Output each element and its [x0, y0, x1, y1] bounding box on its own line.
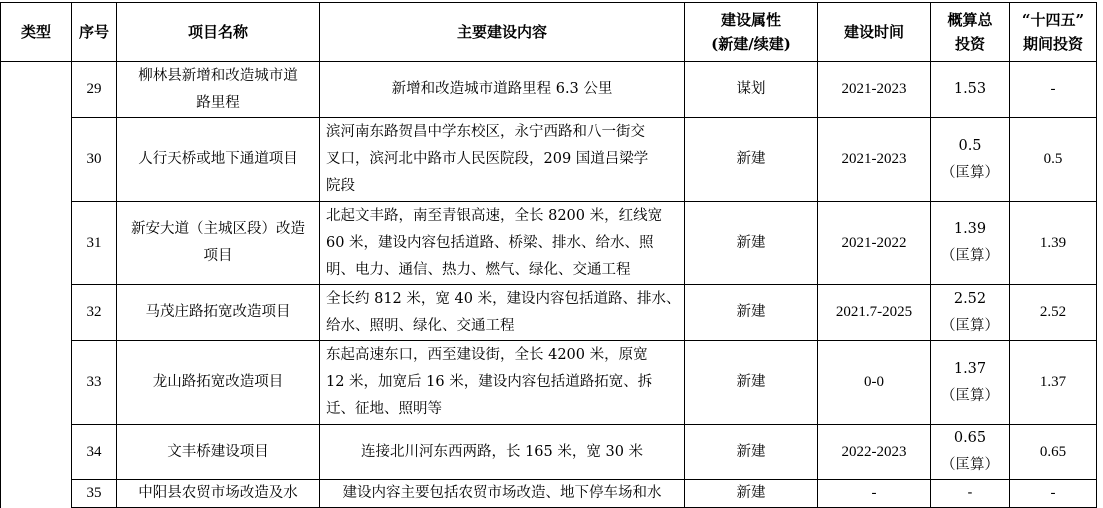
- content-cell: [320, 202, 685, 285]
- type-cell: [1, 62, 72, 508]
- project-name-line: 龙山路拓宽改造项目: [152, 374, 284, 390]
- time-cell: 2021-2023: [818, 62, 931, 118]
- content-cell: [320, 480, 685, 508]
- time-cell: 0-0: [818, 341, 931, 425]
- header-attr-line2: (新建/续建): [711, 35, 791, 53]
- content-line: 建设内容主要包括农贸市场改造、地下停车场和水: [342, 485, 662, 501]
- project-name-line: 新安大道（主城区段）改造: [131, 221, 305, 237]
- content-line: 全长约 812 米，宽 40 米，建设内容包括道路、排水、: [326, 290, 681, 307]
- header-row: [1, 3, 1097, 62]
- attr-cell: 新建: [685, 341, 818, 425]
- total-investment-note: （匡算）: [941, 248, 999, 264]
- content-cell: [320, 285, 685, 341]
- content-line: 院段: [326, 178, 355, 194]
- attr-cell: 谋划: [685, 62, 818, 118]
- content-cell: [320, 62, 685, 118]
- attr-cell: 新建: [685, 285, 818, 341]
- table-row: [1, 480, 1097, 508]
- time-cell: 2022-2023: [818, 425, 931, 480]
- seq-cell: 29: [72, 62, 117, 118]
- total-investment-note: （匡算）: [941, 387, 999, 404]
- project-name-line: 文丰桥建设项目: [167, 443, 269, 460]
- content-line: 60 米，建设内容包括道路、桥梁、排水、给水、照: [326, 234, 654, 251]
- total-investment-value: 2.52: [953, 290, 987, 307]
- content-line: 滨河南东路贺昌中学东校区，永宁西路和八一街交: [326, 124, 645, 140]
- time-cell: 2021.7-2025: [818, 285, 931, 341]
- table-row: [1, 341, 1097, 425]
- content-line: 北起文丰路，南至青银高速，全长 8200 米，红线宽: [326, 207, 663, 224]
- attr-cell: 新建: [685, 480, 818, 508]
- total-investment-value: 0.65: [953, 430, 987, 446]
- total-investment-note: （匡算）: [941, 164, 999, 181]
- total-investment-note: （匡算）: [941, 457, 999, 473]
- total-investment-cell: [931, 118, 1010, 202]
- content-line: 12 米，加宽后 16 米，建设内容包括道路拓宽、拆: [326, 374, 653, 390]
- total-investment-cell: [931, 62, 1010, 118]
- table-row: [1, 425, 1097, 480]
- header-time: 建设时间: [818, 3, 931, 62]
- project-name-cell: [117, 285, 320, 341]
- plan-investment-cell: 0.5: [1010, 118, 1097, 202]
- project-name-cell: [117, 480, 320, 508]
- content-line: 迁、征地、照明等: [326, 401, 442, 417]
- header-total-line2: 投资: [954, 35, 985, 53]
- plan-investment-cell: 2.52: [1010, 285, 1097, 341]
- attr-cell: 新建: [685, 202, 818, 285]
- header-plan-line2: 期间投资: [1022, 35, 1083, 53]
- total-investment-cell: [931, 285, 1010, 341]
- total-investment-cell: [931, 480, 1010, 508]
- plan-investment-cell: 0.65: [1010, 425, 1097, 480]
- table-body: [1, 62, 1097, 508]
- total-investment-value: 0.5: [958, 137, 982, 154]
- attr-cell: 新建: [685, 118, 818, 202]
- table-row: [1, 62, 1097, 118]
- table-row: [1, 202, 1097, 285]
- plan-investment-cell: -: [1010, 480, 1097, 508]
- plan-investment-cell: 1.39: [1010, 202, 1097, 285]
- total-investment-value: -: [967, 485, 973, 501]
- project-name-line: 项目: [203, 248, 233, 264]
- header-total-line1: 概算总: [947, 11, 993, 29]
- header-name: 项目名称: [117, 3, 320, 62]
- content-cell: [320, 118, 685, 202]
- header-attr-line1: 建设属性: [720, 11, 781, 29]
- plan-investment-cell: 1.37: [1010, 341, 1097, 425]
- time-cell: 2021-2023: [818, 118, 931, 202]
- content-line: 叉口，滨河北中路市人民医院段，209 国道吕梁学: [326, 151, 649, 167]
- header-plan: [1010, 3, 1097, 62]
- total-investment-cell: [931, 202, 1010, 285]
- total-investment-note: （匡算）: [941, 317, 999, 334]
- seq-cell: 30: [72, 118, 117, 202]
- project-name-cell: [117, 62, 320, 118]
- content-line: 连接北川河东西两路，长 165 米，宽 30 米: [360, 443, 644, 460]
- header-total: [931, 3, 1010, 62]
- total-investment-value: 1.37: [953, 360, 987, 377]
- header-attr: [685, 3, 818, 62]
- header-seq: 序号: [72, 3, 117, 62]
- total-investment-value: 1.39: [953, 221, 987, 237]
- total-investment-value: 1.53: [953, 81, 987, 97]
- plan-investment-cell: -: [1010, 62, 1097, 118]
- seq-cell: 32: [72, 285, 117, 341]
- project-name-cell: [117, 425, 320, 480]
- project-name-cell: [117, 202, 320, 285]
- content-cell: [320, 341, 685, 425]
- header-plan-line1: “十四五”: [1021, 11, 1085, 29]
- content-line: 新增和改造城市道路里程 6.3 公里: [391, 81, 613, 97]
- content-line: 给水、照明、绿化、交通工程: [326, 317, 515, 334]
- time-cell: -: [818, 480, 931, 508]
- content-cell: [320, 425, 685, 480]
- project-name-line: 人行天桥或地下通道项目: [138, 151, 298, 167]
- project-name-line: 柳林县新增和改造城市道: [138, 67, 298, 84]
- table-row: [1, 285, 1097, 341]
- table-row: [1, 118, 1097, 202]
- project-name-line: 中阳县农贸市场改造及水: [138, 485, 298, 501]
- project-name-cell: [117, 118, 320, 202]
- seq-cell: 33: [72, 341, 117, 425]
- seq-cell: 34: [72, 425, 117, 480]
- total-investment-cell: [931, 425, 1010, 480]
- time-cell: 2021-2022: [818, 202, 931, 285]
- content-line: 东起高速东口，西至建设街，全长 4200 米，原宽: [326, 347, 648, 363]
- attr-cell: 新建: [685, 425, 818, 480]
- seq-cell: 31: [72, 202, 117, 285]
- project-name-line: 路里程: [196, 94, 240, 111]
- project-name-cell: [117, 341, 320, 425]
- header-type: 类型: [1, 3, 72, 62]
- seq-cell: 35: [72, 480, 117, 508]
- project-name-line: 马茂庄路拓宽改造项目: [145, 304, 291, 320]
- investment-table: [0, 2, 1097, 508]
- content-line: 明、电力、通信、热力、燃气、绿化、交通工程: [326, 261, 631, 278]
- total-investment-cell: [931, 341, 1010, 425]
- header-content: 主要建设内容: [320, 3, 685, 62]
